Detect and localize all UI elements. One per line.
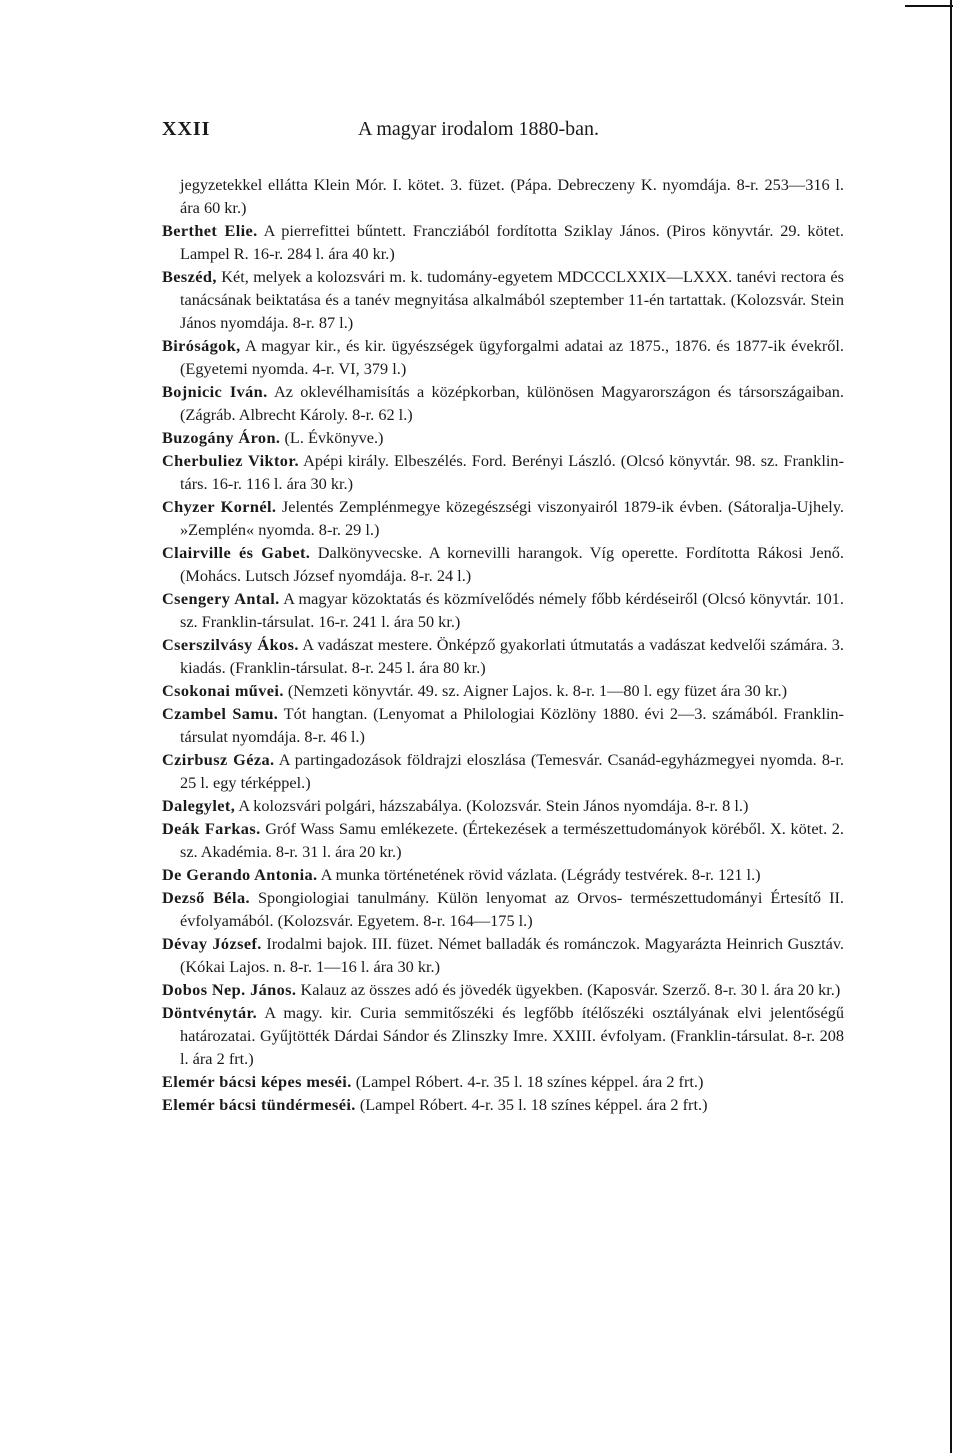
entry-heading: Dobos Nep. János. bbox=[162, 980, 297, 999]
entry-text: A pierrefittei bűntett. Francziából fordította Sziklay János. (Piros könyvtár. 29. kötet. Lampel R. 16-r. 284 l. ára 40 kr.) bbox=[180, 221, 844, 263]
bibliography-entry bbox=[162, 1093, 844, 1116]
entry-text: A magy. kir. Curia semmitőszéki és legfőbb ítélőszéki osztályának elvi jelentőségű határozatai. Gyűjtötték Dárdai Sándor és Zlinszky Imre. XXIII. évfolyam. (Franklin-társulat. 8-r. 208 l. ára 2 frt.) bbox=[180, 1003, 844, 1068]
entry-text: Kalauz az összes adó és jövedék ügyekben. (Kaposvár. Szerző. 8-r. 30 l. ára 20 kr.) bbox=[296, 980, 841, 999]
running-title: A magyar irodalom 1880-ban. bbox=[358, 118, 600, 140]
entry-heading: Dezső Béla. bbox=[162, 888, 250, 907]
entry-heading: Beszéd, bbox=[162, 267, 217, 286]
entry-heading: Elemér bácsi tündérmeséi. bbox=[162, 1095, 356, 1114]
entry-text: Dalkönyvecske. A kornevilli harangok. Víg operette. Fordította Rákosi Jenő. (Mohács. Lutsch József nyomdája. 8-r. 24 l.) bbox=[180, 543, 844, 585]
entry-text: Tót hangtan. (Lenyomat a Philologiai Közlöny 1880. évi 2—3. számából. Franklin-társulat nyomdája. 8-r. 46 l.) bbox=[180, 704, 844, 746]
entry-text: Apépi király. Elbeszélés. Ford. Berényi László. (Olcsó könyvtár. 98. sz. Franklin-társ. 16-r. 116 l. ára 30 kr.) bbox=[180, 451, 844, 493]
entry-heading: Csengery Antal. bbox=[162, 589, 280, 608]
entry-text: Az oklevélhamisítás a középkorban, különösen Magyarországon és társországaiban. (Zágráb. Albrecht Károly. 8-r. 62 l.) bbox=[180, 382, 844, 424]
entry-text: A kolozsvári polgári, házszabálya. (Kolozsvár. Stein János nyomdája. 8-r. 8 l.) bbox=[235, 796, 749, 815]
entry-text: A magyar kir., és kir. ügyészségek ügyforgalmi adatai az 1875., 1876. és 1877-ik évekről. (Egyetemi nyomda. 4-r. VI, 379 l.) bbox=[180, 336, 844, 378]
entry-heading: Cherbuliez Viktor. bbox=[162, 451, 299, 470]
bibliography-entry bbox=[162, 633, 844, 679]
entry-heading: Bojnicic Iván. bbox=[162, 382, 268, 401]
bibliography-entry bbox=[162, 1001, 844, 1070]
entry-heading: Döntvénytár. bbox=[162, 1003, 258, 1022]
bibliography-body bbox=[162, 173, 844, 1116]
entry-heading: Berthet Elie. bbox=[162, 221, 258, 240]
entry-text: (Lampel Róbert. 4-r. 35 l. 18 színes képpel. ára 2 frt.) bbox=[351, 1072, 704, 1091]
entry-heading: Chyzer Kornél. bbox=[162, 497, 277, 516]
entry-list bbox=[162, 219, 844, 1116]
bibliography-entry bbox=[162, 978, 844, 1001]
bibliography-entry bbox=[162, 426, 844, 449]
entry-heading: Buzogány Áron. bbox=[162, 428, 281, 447]
entry-text: (L. Évkönyve.) bbox=[280, 428, 384, 447]
bibliography-entry bbox=[162, 932, 844, 978]
entry-text: Jelentés Zemplénmegye közegészségi viszonyairól 1879-ik évben. (Sátoralja-Ujhely. »Zemplén« nyomda. 8-r. 29 l.) bbox=[180, 497, 844, 539]
entry-text: Irodalmi bajok. III. füzet. Német balladák és románczok. Magyarázta Heinrich Gusztáv. (Kókai Lajos. n. 8-r. 1—16 l. ára 30 kr.) bbox=[180, 934, 844, 976]
entry-heading: Clairville és Gabet. bbox=[162, 543, 311, 562]
page-edge-right bbox=[950, 0, 952, 1453]
page-edge-top bbox=[905, 5, 953, 7]
entry-text: Gróf Wass Samu emlékezete. (Értekezések a természettudományok köréből. X. kötet. 2. sz. Akadémia. 8-r. 31 l. ára 20 kr.) bbox=[180, 819, 844, 861]
bibliography-entry bbox=[162, 886, 844, 932]
bibliography-entry bbox=[162, 748, 844, 794]
bibliography-entry bbox=[162, 863, 844, 886]
entry-heading: De Gerando Antonia. bbox=[162, 865, 318, 884]
bibliography-entry bbox=[162, 495, 844, 541]
entry-heading: Dévay József. bbox=[162, 934, 262, 953]
entry-text: Spongiologiai tanulmány. Külön lenyomat az Orvos- természettudományi Értesítő II. évfolyamából. (Kolozsvár. Egyetem. 8-r. 164—175 l.) bbox=[180, 888, 844, 930]
bibliography-entry bbox=[162, 541, 844, 587]
entry-heading: Csokonai művei. bbox=[162, 681, 284, 700]
bibliography-entry bbox=[162, 794, 844, 817]
entry-text: (Nemzeti könyvtár. 49. sz. Aigner Lajos. k. 8-r. 1—80 l. egy füzet ára 30 kr.) bbox=[283, 681, 788, 700]
continued-entry: jegyzetekkel ellátta Klein Mór. I. kötet. 3. füzet. (Pápa. Debreczeny K. nyomdája. 8-r. 253—316 l. ára 60 kr.) bbox=[180, 175, 844, 217]
entry-text: A vadászat mestere. Önképző gyakorlati útmutatás a vadászat kedvelői számára. 3. kiadás. (Franklin-társulat. 8-r. 245 l. ára 80 kr.) bbox=[180, 635, 844, 677]
entry-heading: Biróságok, bbox=[162, 336, 241, 355]
entry-heading: Elemér bácsi képes meséi. bbox=[162, 1072, 352, 1091]
bibliography-entry bbox=[162, 702, 844, 748]
bibliography-entry bbox=[162, 817, 844, 863]
bibliography-entry bbox=[162, 380, 844, 426]
bibliography-entry bbox=[162, 265, 844, 334]
bibliography-entry bbox=[162, 1070, 844, 1093]
entry-heading: Czambel Samu. bbox=[162, 704, 279, 723]
entry-text: A munka történetének rövid vázlata. (Légrády testvérek. 8-r. 121 l.) bbox=[317, 865, 761, 884]
bibliography-entry bbox=[162, 334, 844, 380]
bibliography-entry bbox=[162, 449, 844, 495]
entry-heading: Deák Farkas. bbox=[162, 819, 261, 838]
page-number: XXII bbox=[162, 118, 211, 140]
entry-text: (Lampel Róbert. 4-r. 35 l. 18 színes képpel. ára 2 frt.) bbox=[355, 1095, 708, 1114]
bibliography-entry bbox=[162, 219, 844, 265]
entry-text: A partingadozások földrajzi eloszlása (Temesvár. Csanád-egyházmegyei nyomda. 8-r. 25 l. egy térképpel.) bbox=[180, 750, 845, 792]
entry-heading: Dalegylet, bbox=[162, 796, 236, 815]
running-head bbox=[162, 118, 844, 148]
bibliography-entry bbox=[162, 679, 844, 702]
document-page bbox=[162, 118, 844, 1116]
entry-heading: Cserszilvásy Ákos. bbox=[162, 635, 299, 654]
bibliography-entry bbox=[162, 587, 844, 633]
entry-heading: Czirbusz Géza. bbox=[162, 750, 275, 769]
entry-text: Két, melyek a kolozsvári m. k. tudomány-egyetem MDCCCLXXIX—LXXX. tanévi rectora és tanácsának beiktatása és a tanév megnyitása alkalmából szeptember 11-én tartattak. (Kolozsvár. Stein János nyomdája. 8-r. 87 l.) bbox=[180, 267, 844, 332]
entry-text: A magyar közoktatás és közmívelődés némely főbb kérdéseiről (Olcsó könyvtár. 101. sz. Franklin-társulat. 16-r. 241 l. ára 50 kr.) bbox=[180, 589, 845, 631]
